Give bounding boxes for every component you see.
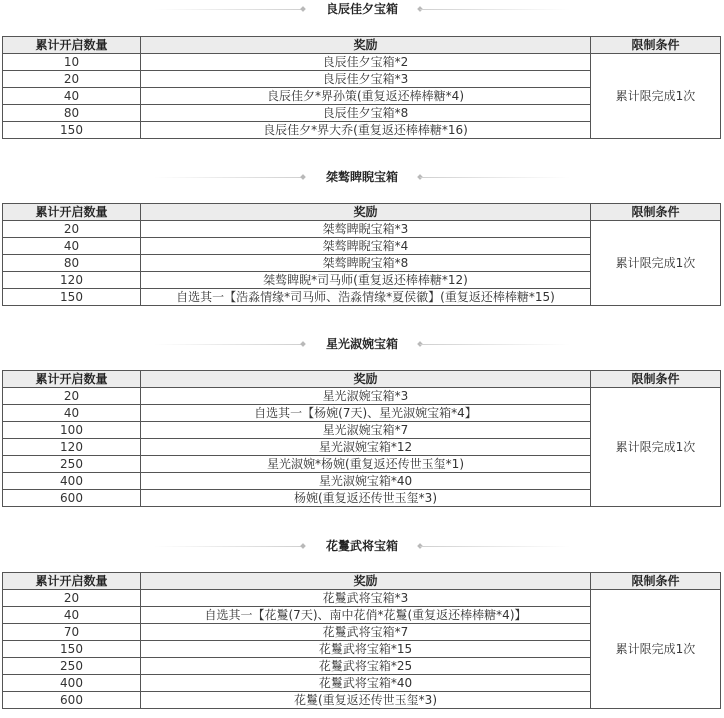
count-cell: 20 [3, 221, 141, 238]
reward-table-4 [2, 572, 721, 709]
title-divider-right [420, 546, 570, 547]
header-reward: 奖励 [141, 37, 591, 54]
reward-cell: 自选其一【花鬘(7天)、南中花俏*花鬘(重复返还棒棒糖*4)】 [141, 607, 591, 624]
limit-cell: 累计限完成1次 [591, 388, 721, 507]
reward-cell: 花鬘武将宝箱*3 [141, 590, 591, 607]
title-divider-left [154, 546, 304, 547]
table-row [3, 54, 721, 71]
table-header-row [3, 204, 721, 221]
header-count: 累计开启数量 [3, 37, 141, 54]
count-cell: 40 [3, 607, 141, 624]
count-cell: 400 [3, 473, 141, 490]
title-divider-left [154, 344, 304, 345]
header-limit: 限制条件 [591, 371, 721, 388]
reward-cell: 花鬘武将宝箱*7 [141, 624, 591, 641]
reward-table-2 [2, 203, 721, 306]
count-cell: 40 [3, 88, 141, 105]
section-title-text: 良辰佳夕宝箱 [325, 2, 398, 16]
count-cell: 250 [3, 658, 141, 675]
reward-cell: 桀骜睥睨宝箱*4 [141, 238, 591, 255]
section-title-text: 花鬘武将宝箱 [325, 539, 398, 553]
diamond-ornament-icon [300, 341, 306, 347]
header-count: 累计开启数量 [3, 204, 141, 221]
reward-cell: 桀骜睥睨宝箱*3 [141, 221, 591, 238]
count-cell: 600 [3, 692, 141, 709]
count-cell: 80 [3, 255, 141, 272]
diamond-ornament-icon [300, 174, 306, 180]
count-cell: 10 [3, 54, 141, 71]
count-cell: 20 [3, 71, 141, 88]
reward-cell: 星光淑婉宝箱*12 [141, 439, 591, 456]
reward-cell: 良辰佳夕*界孙策(重复返还棒棒糖*4) [141, 88, 591, 105]
reward-cell: 良辰佳夕宝箱*8 [141, 105, 591, 122]
title-divider-right [420, 344, 570, 345]
limit-cell: 累计限完成1次 [591, 221, 721, 306]
title-divider-right [420, 9, 570, 10]
table-row [3, 388, 721, 405]
section-title-text: 星光淑婉宝箱 [325, 337, 398, 351]
table-header-row [3, 37, 721, 54]
diamond-ornament-icon [300, 6, 306, 12]
count-cell: 150 [3, 641, 141, 658]
header-limit: 限制条件 [591, 37, 721, 54]
table-header-row [3, 573, 721, 590]
header-reward: 奖励 [141, 371, 591, 388]
count-cell: 150 [3, 122, 141, 139]
header-reward: 奖励 [141, 573, 591, 590]
reward-cell: 自选其一【杨婉(7天)、星光淑婉宝箱*4】 [141, 405, 591, 422]
header-count: 累计开启数量 [3, 371, 141, 388]
count-cell: 400 [3, 675, 141, 692]
header-limit: 限制条件 [591, 573, 721, 590]
title-divider-right [420, 177, 570, 178]
reward-cell: 星光淑婉宝箱*7 [141, 422, 591, 439]
reward-cell: 花鬘武将宝箱*15 [141, 641, 591, 658]
reward-cell: 星光淑婉*杨婉(重复返还传世玉玺*1) [141, 456, 591, 473]
reward-cell: 桀骜睥睨宝箱*8 [141, 255, 591, 272]
section-title-text: 桀骜睥睨宝箱 [325, 170, 398, 184]
section-title-3 [0, 335, 724, 353]
title-divider-left [154, 177, 304, 178]
count-cell: 80 [3, 105, 141, 122]
reward-cell: 良辰佳夕*界大乔(重复返还棒棒糖*16) [141, 122, 591, 139]
reward-cell: 花鬘(重复返还传世玉玺*3) [141, 692, 591, 709]
count-cell: 600 [3, 490, 141, 507]
count-cell: 150 [3, 289, 141, 306]
count-cell: 40 [3, 238, 141, 255]
section-title-1 [0, 0, 724, 18]
reward-cell: 花鬘武将宝箱*25 [141, 658, 591, 675]
header-reward: 奖励 [141, 204, 591, 221]
limit-cell: 累计限完成1次 [591, 54, 721, 139]
reward-cell: 自选其一【浩淼情缘*司马师、浩淼情缘*夏侯徽】(重复返还棒棒糖*15) [141, 289, 591, 306]
header-count: 累计开启数量 [3, 573, 141, 590]
section-title-2 [0, 168, 724, 186]
count-cell: 20 [3, 388, 141, 405]
reward-cell: 桀骜睥睨*司马师(重复返还棒棒糖*12) [141, 272, 591, 289]
reward-cell: 良辰佳夕宝箱*2 [141, 54, 591, 71]
reward-cell: 花鬘武将宝箱*40 [141, 675, 591, 692]
count-cell: 70 [3, 624, 141, 641]
count-cell: 100 [3, 422, 141, 439]
reward-cell: 杨婉(重复返还传世玉玺*3) [141, 490, 591, 507]
header-limit: 限制条件 [591, 204, 721, 221]
table-row [3, 590, 721, 607]
reward-table-1 [2, 36, 721, 139]
count-cell: 250 [3, 456, 141, 473]
section-title-4 [0, 537, 724, 555]
limit-cell: 累计限完成1次 [591, 590, 721, 709]
count-cell: 120 [3, 272, 141, 289]
reward-table-3 [2, 370, 721, 507]
table-header-row [3, 371, 721, 388]
reward-cell: 星光淑婉宝箱*40 [141, 473, 591, 490]
reward-cell: 良辰佳夕宝箱*3 [141, 71, 591, 88]
reward-cell: 星光淑婉宝箱*3 [141, 388, 591, 405]
count-cell: 120 [3, 439, 141, 456]
table-row [3, 221, 721, 238]
diamond-ornament-icon [300, 543, 306, 549]
count-cell: 40 [3, 405, 141, 422]
title-divider-left [154, 9, 304, 10]
count-cell: 20 [3, 590, 141, 607]
